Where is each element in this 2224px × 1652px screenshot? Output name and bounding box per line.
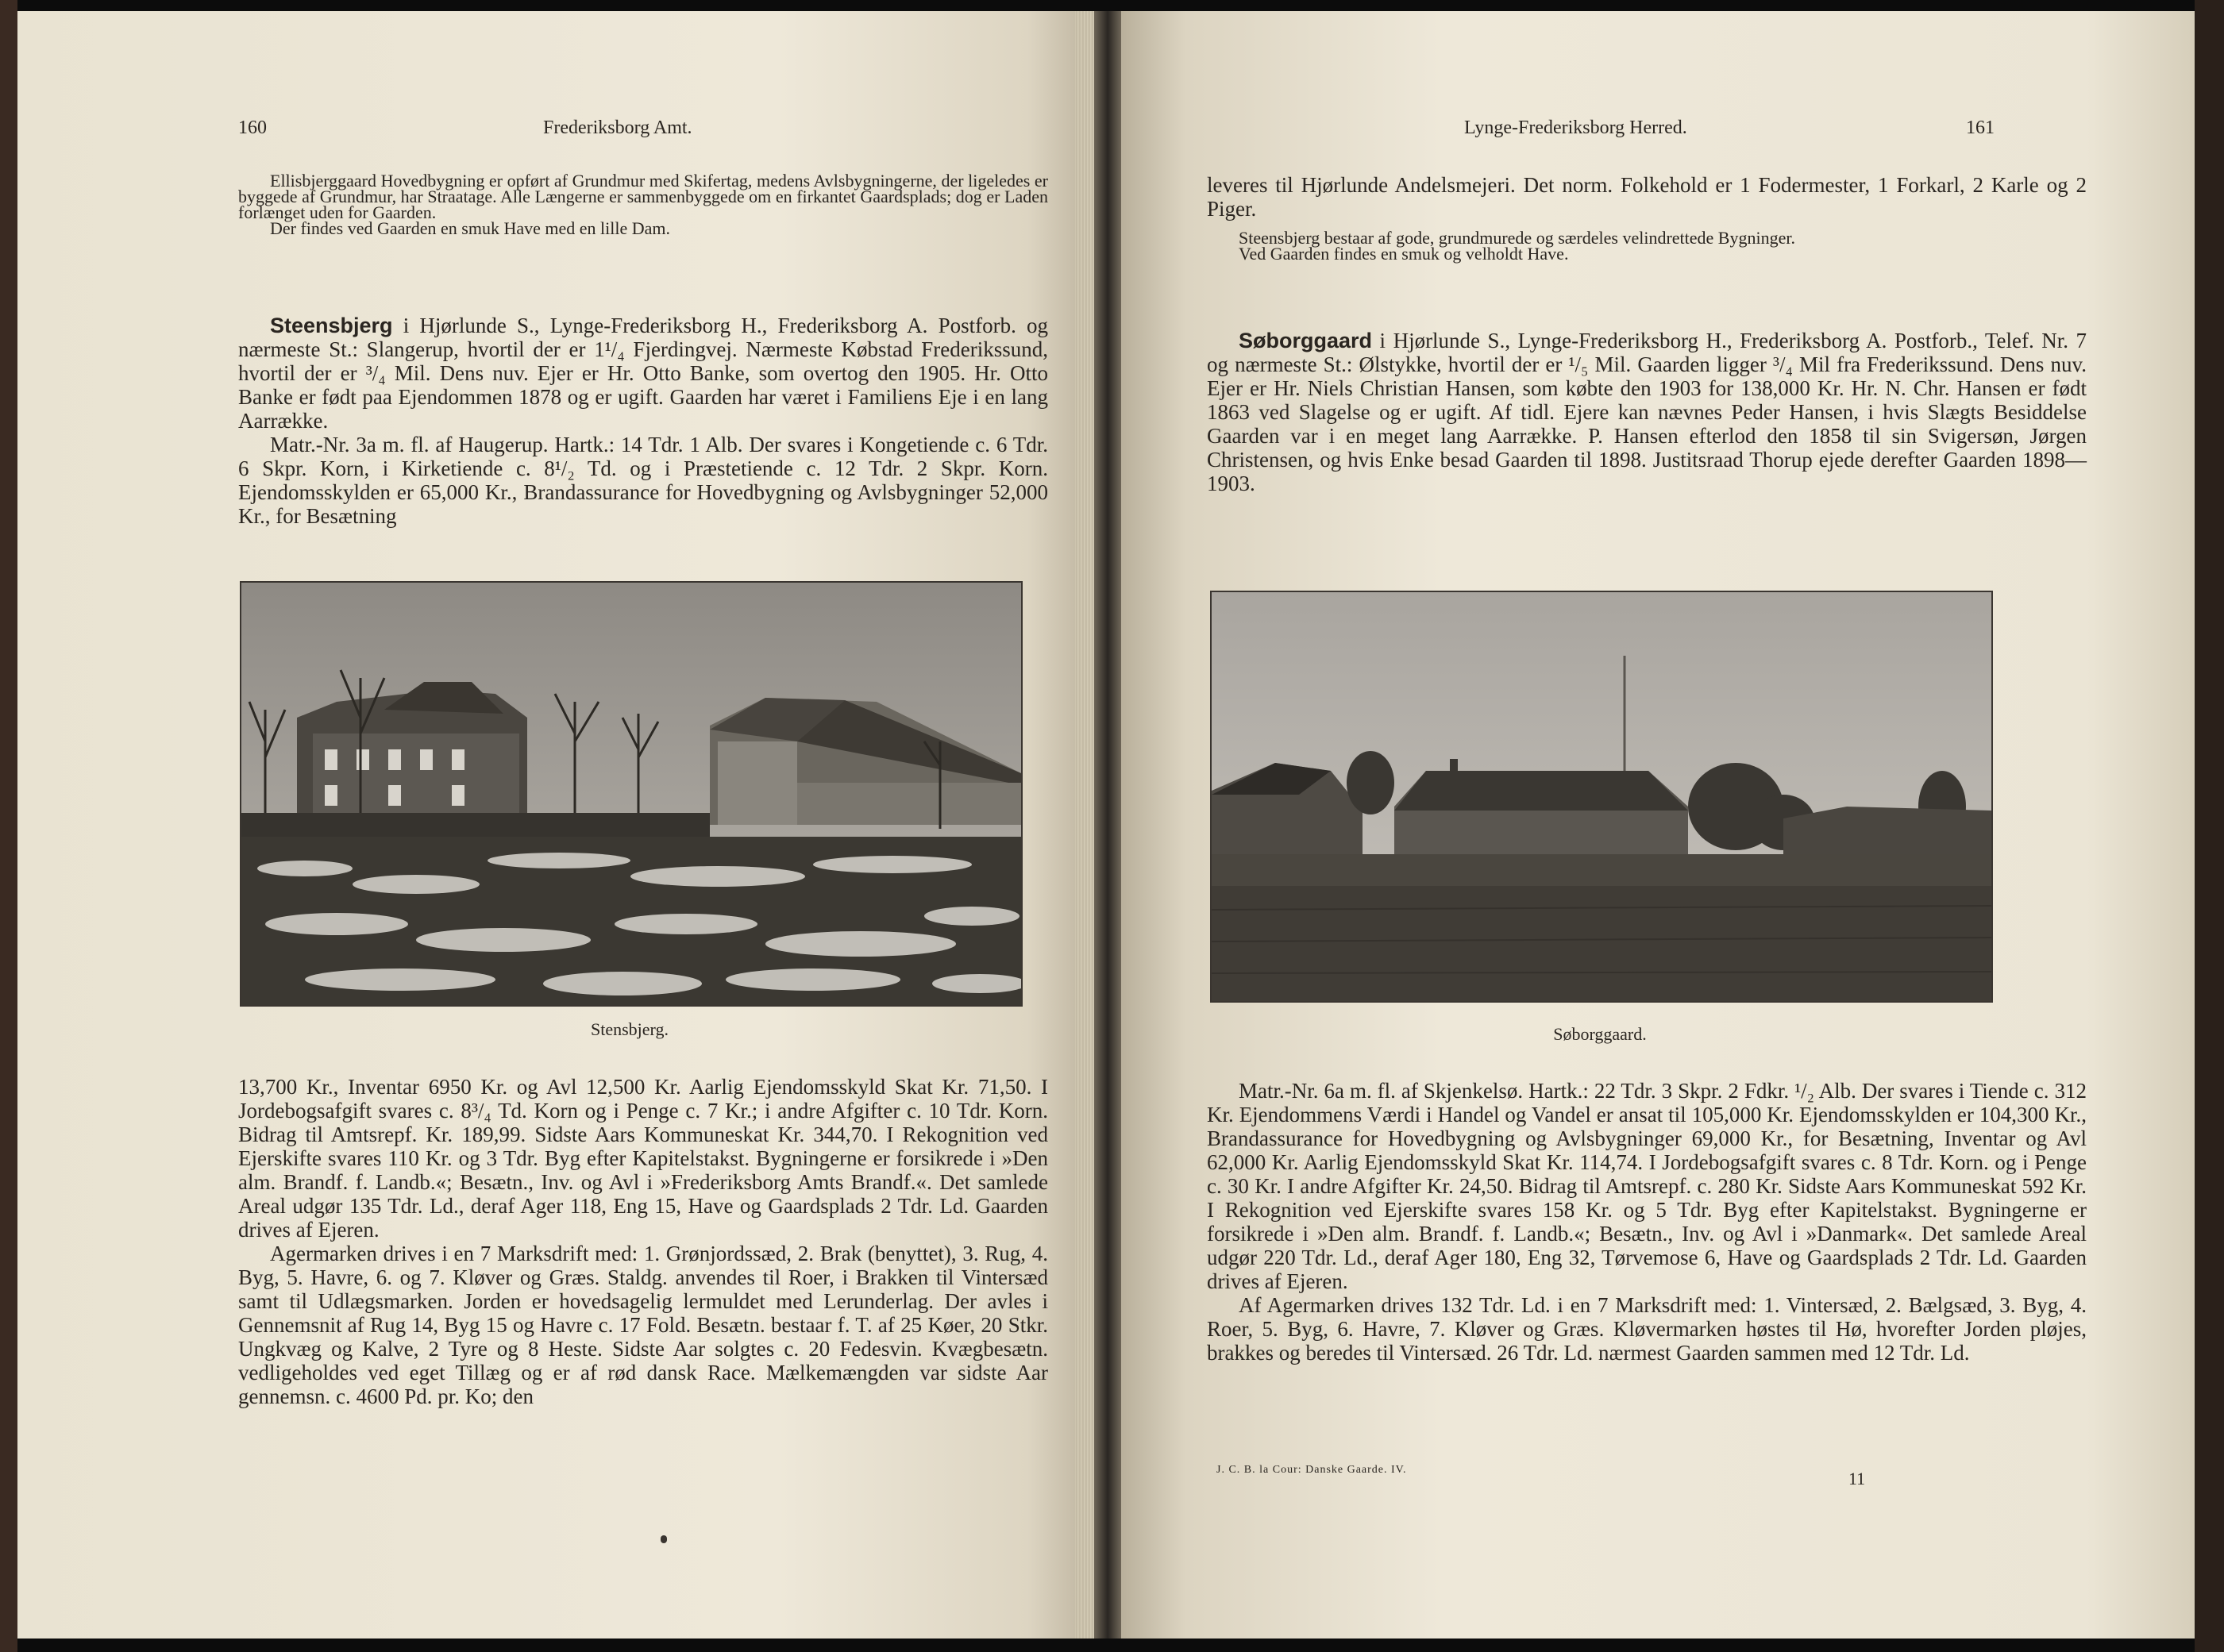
right-page	[1121, 11, 2195, 1639]
page-number: 160	[238, 117, 267, 138]
continued-paragraph-2: Agermarken drives i en 7 Marksdrift med: 1. Grønjordssæd, 2. Brak (benyttet), 3. Rug, 4. Byg, 5. Havre, 6. og 7. Kløver og Græs. Staldg. anvendes til Roer, i Brakken til Vintersæd samt til Udlægsmarken. Jorden er hovedsagelig lermuldet med Lerunderlag. Der avles i Gennemsnit af Rug 14, Byg 15 og Havre c. 17 Fold. Besætn. bestaar f. T. af 25 Køer, 20 Stkr. Ungkvæg og Kalve, 2 Tyre og 8 Heste. Sidste Aar solgtes c. 20 Fedesvin. Kvægbesætn. vedligeholdes ved eget Tillæg og er af rød dansk Race. Mælkemængden var sidste Aar gennemsn. c. 4600 Pd. pr. Ko; den	[238, 1242, 1048, 1408]
entry-name: Steensbjerg	[270, 314, 393, 337]
photo-caption: Søborggaard.	[1553, 1024, 1647, 1044]
running-head: Frederiksborg Amt.	[543, 117, 692, 138]
top-small-paragraph	[1207, 230, 2087, 262]
page-number: 161	[1966, 117, 1995, 138]
continued-paragraph-1: 13,700 Kr., Inventar 6950 Kr. og Avl 12,500 Kr. Aarlig Ejendomsskyld Skat Kr. 71,50. I Jordebogsafgift svares c. 8³/₄ Td. Korn og i Penge c. 7 Kr.; i andre Afgifter c. 10 Tdr. Korn. Bidrag til Amtsrepf. Kr. 189,99. Sidste Aars Kommuneskat Kr. 344,70. I Rekognition ved Ejerskifte svares 110 Kr. og 3 Tdr. Byg efter Kapitelstakst. Bygningerne er forsikrede i »Den alm. Brandf. f. Landb.«; Besætn., Inv. og Avl i »Frederiksborg Amts Brandf.«. Det samlede Areal udgør 135 Tdr. Ld., deraf Ager 118, Eng 15, Have og Gaardsplads 2 Tdr. Ld. Gaarden drives af Ejeren.	[238, 1075, 1048, 1242]
book-spine	[1094, 11, 1121, 1639]
entry-continued	[238, 1075, 1048, 1408]
entry-name: Søborggaard	[1239, 329, 1373, 352]
entry-paragraph-2: Matr.-Nr. 3a m. fl. af Haugerup. Hartk.: 14 Tdr. 1 Alb. Der svares i Kongetiende c. 6 Tdr. 6 Skpr. Korn, i Kirketiende c. 8¹/₂ Td. og i Præstetiende c. 12 Tdr. 2 Skpr. Korn. Ejendomsskylden er 65,000 Kr., Brandassurance for Hovedbygning og Avlsbygninger 52,000 Kr., for Besætning	[238, 433, 1048, 528]
top-small-2: Ved Gaarden findes en smuk og velholdt Have.	[1239, 244, 1569, 264]
continued-paragraph-2: Af Agermarken drives 132 Tdr. Ld. i en 7 Marksdrift med: 1. Vintersæd, 2. Bælgsæd, 3. Byg, 4. Roer, 5. Byg, 6. Havre, 7. Kløver og Græs. Kløvermarken høstes til Hø, hvorefter Jorden pløjes, brakkes og beredes til Vintersæd. 26 Tdr. Ld. nærmest Gaarden sammen med 12 Tdr. Ld.	[1207, 1293, 2087, 1365]
continued-paragraph-1: Matr.-Nr. 6a m. fl. af Skjenkelsø. Hartk.: 22 Tdr. 3 Skpr. 2 Fdkr. ¹/₂ Alb. Der svares i Tiende c. 312 Kr. Ejendommens Værdi i Handel og Vandel er ansat til 105,000 Kr. Ejendomsskylden er 104,300 Kr., Brandassurance for Hovedbygning og Avlsbygninger 69,000 Kr., for Besætning, Inventar og Avl 62,000 Kr. Aarlig Ejendomsskyld Skat Kr. 114,74. I Jordebogsafgift svares c. 8 Tdr. Korn. og i Penge c. 30 Kr. I andre Afgifter Kr. 24,50. Bidrag til Amtsrepf. c. 280 Kr. Sidste Aars Kommuneskat 592 Kr. I Rekognition ved Ejerskifte svares 158 Kr. og 5 Tdr. Byg efter Kapitelstakst. Bygningerne er forsikrede i »Den alm. Brandf. f. Landb.«; Besætn., Inv. og Avl i »Danmark«. Det samlede Areal udgør 220 Tdr. Ld., deraf Ager 180, Eng 32, Tørvemose 6, Have og Gaardsplads 2 Tdr. Ld. Gaarden drives af Ejeren.	[1207, 1079, 2087, 1293]
photo-stensbjerg	[240, 581, 1023, 1007]
entry-paragraph-1: i Hjørlunde S., Lynge-Frederiksborg H., Frederiksborg A. Postforb. og nærmeste St.: Slangerup, hvortil der er 1¹/₄ Fjerdingvej. Nærmeste Købstad Frederikssund, hvortil der er ³/₄ Mil. Dens nuv. Ejer er Hr. Otto Banke, som overtog den 1905. Hr. Otto Banke er født paa Ejendommen 1878 og er ugift. Gaarden har været i Familiens Eje i en lang Aarrække.	[238, 314, 1048, 433]
book-cover-left	[0, 0, 17, 1652]
entry-soborggaard	[1207, 329, 2087, 495]
entry-steensbjerg	[238, 314, 1048, 528]
top-paragraph: leveres til Hjørlunde Andelsmejeri. Det norm. Folkehold er 1 Fodermester, 1 Forkarl, 2 Karle og 2 Piger.	[1207, 173, 2087, 221]
running-head: Lynge-Frederiksborg Herred.	[1464, 117, 1687, 138]
entry-paragraph-1: i Hjørlunde S., Lynge-Frederiksborg H., Frederiksborg A. Postforb., Telef. Nr. 7 og nærmeste St.: Ølstykke, hvortil der er ¹/₅ Mil. Gaarden ligger ³/₄ Mil fra Frederikssund. Dens nuv. Ejer er Hr. Niels Christian Hansen, som købte den 1903 for 138,000 Kr. Hr. N. Chr. Hansen er født 1863 ved Slagelse og er ugift. Af tidl. Ejere kan nævnes Peder Hansen, i hvis Slægts Besiddelse Gaarden var i en meget lang Aarrække. P. Hansen efterlod den 1858 til sin Svigersøn, Jørgen Christensen, og hvis Enke besad Gaarden til 1898. Justitsraad Thorup ejede derefter Gaarden 1898—1903.	[1207, 329, 2087, 495]
photo-caption: Stensbjerg.	[591, 1019, 669, 1039]
intro-small-2: Der findes ved Gaarden en smuk Have med en lille Dam.	[270, 218, 670, 238]
printers-mark	[661, 1535, 667, 1543]
footer-source: J. C. B. la Cour: Danske Gaarde. IV.	[1216, 1464, 1407, 1476]
left-page	[17, 11, 1104, 1639]
intro-small-1: Ellisbjerggaard Hovedbygning er opført af Grundmur med Skifertag, medens Avlsbygningerne, der ligeledes er byggede af Grundmur, har Straatage. Alle Længerne er sammenbyggede om en firkantet Gaardsplads; dog er Laden forlænget uden for Gaarden.	[238, 171, 1048, 222]
signature-mark: 11	[1848, 1469, 1866, 1488]
intro-paragraph	[238, 173, 1048, 237]
photo-soborggaard	[1210, 591, 1993, 1003]
book-cover-right	[2195, 0, 2224, 1652]
entry-continued	[1207, 1079, 2087, 1365]
top-small-1: Steensbjerg bestaar af gode, grundmurede og særdeles velindrettede Bygninger.	[1239, 228, 1795, 248]
